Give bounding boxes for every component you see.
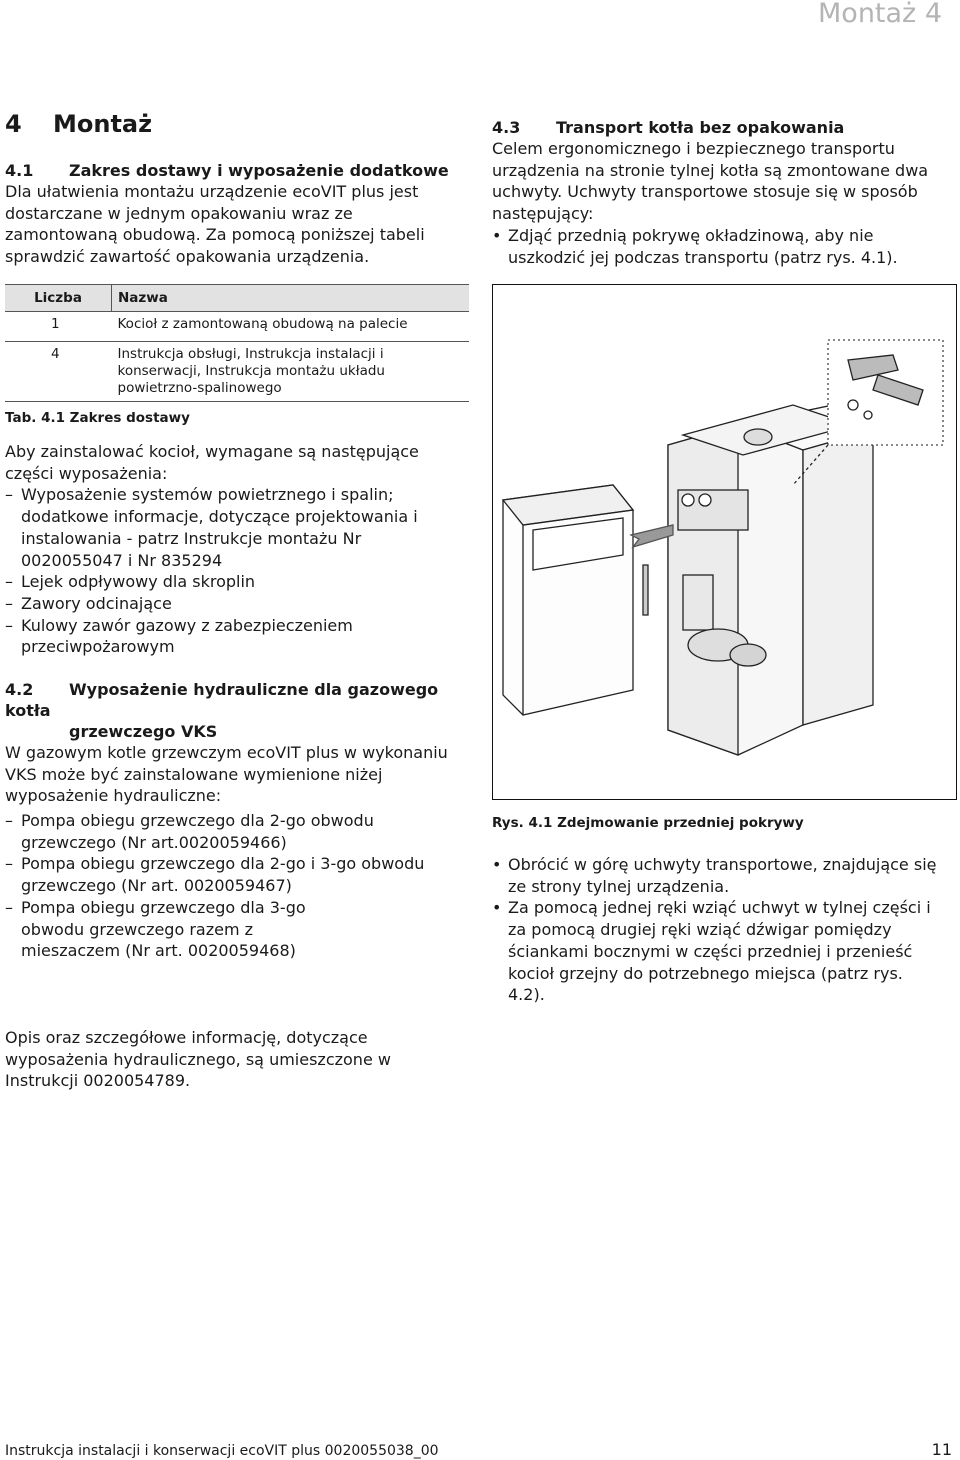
text-line: urządzenia na stronie tylnej kotła są zmontowane dwa xyxy=(492,160,929,180)
text-line: Dla ułatwienia montażu urządzenie ecoVIT plus jest xyxy=(5,182,419,201)
list-item: • Zdjąć przednią pokrywę okładzinową, aby nie uszkodzić jej podczas transportu (patrz rys. 4.1). xyxy=(492,225,952,268)
text-line: Opis oraz szczegółowe informację, dotyczące xyxy=(5,1028,368,1047)
text-line: sprawdzić zawartość opakowania urządzenia. xyxy=(5,247,370,267)
list-item: – Pompa obiegu grzewczego dla 3-go obwodu grzewczego razem z mieszaczem (Nr art. 0020059468) xyxy=(5,897,321,962)
chapter-heading xyxy=(5,110,152,138)
figure-frame xyxy=(492,284,957,800)
text-line: części wyposażenia: xyxy=(5,463,168,483)
table-cell-name: Instrukcja obsługi, Instrukcja instalacji i konserwacji, Instrukcja montażu układu powietrzno-spalinowego xyxy=(112,342,470,402)
section-4-1 xyxy=(5,160,475,268)
chapter-title: Montaż xyxy=(53,110,153,138)
accessories-list xyxy=(5,484,475,658)
boiler-illustration xyxy=(493,285,956,799)
delivery-table xyxy=(5,284,469,402)
table-header-row xyxy=(5,285,469,312)
section-number: 4.2 xyxy=(5,680,34,699)
transport-steps-2 xyxy=(492,854,954,1006)
text-line: wyposażenia hydraulicznego, są umieszczone w xyxy=(5,1049,391,1069)
after-figure-steps xyxy=(492,854,954,1006)
list-item: – Kulowy zawór gazowy z zabezpieczeniem przeciwpożarowym xyxy=(5,615,381,658)
list-item: – Pompa obiegu grzewczego dla 2-go obwodu grzewczego (Nr art.0020059466) xyxy=(5,810,401,853)
hydraulic-list-block xyxy=(5,810,425,962)
text-line: wyposażenie hydrauliczne: xyxy=(5,786,222,806)
section-number: 4.1 xyxy=(5,161,34,180)
section-heading xyxy=(492,117,952,138)
text-line: zamontowaną obudową. Za pomocą poniższej tabeli xyxy=(5,225,425,245)
page-number: 11 xyxy=(931,1440,952,1459)
figure-caption: Rys. 4.1 Zdejmowanie przedniej pokrywy xyxy=(492,815,804,831)
section-title: Transport kotła bez opakowania xyxy=(556,118,845,137)
section-text xyxy=(5,181,475,268)
section-4-3 xyxy=(492,117,952,268)
table-row xyxy=(5,342,469,402)
section-text xyxy=(5,742,475,807)
section-title: Wyposażenie hydrauliczne dla gazowego kotła xyxy=(5,680,439,720)
running-header: Montaż 4 xyxy=(818,0,942,29)
chapter-number: 4 xyxy=(5,110,22,138)
list-item: – Lejek odpływowy dla skroplin xyxy=(5,571,475,593)
table-caption: Tab. 4.1 Zakres dostawy xyxy=(5,410,190,426)
delivery-table-block xyxy=(5,284,469,426)
column-header-qty: Liczba xyxy=(5,285,112,312)
section-number: 4.3 xyxy=(492,118,521,137)
list-item: – Wyposażenie systemów powietrznego i spalin; dodatkowe informacje, dotyczące projektowania i instalowania - patrz Instrukcje montażu Nr 0020055047 i Nr 835294 xyxy=(5,484,436,571)
list-item: • Obrócić w górę uchwyty transportowe, znajdujące się ze strony tylnej urządzenia. xyxy=(492,854,954,897)
text-line: dostarczane w jednym opakowaniu wraz ze xyxy=(5,203,353,223)
closing-text xyxy=(5,1027,475,1092)
transport-steps xyxy=(492,225,952,268)
section-4-2 xyxy=(5,679,475,807)
text-line: Celem ergonomicznego i bezpiecznego transportu xyxy=(492,139,895,158)
table-cell-qty: 1 xyxy=(5,312,112,342)
text-line: Aby zainstalować kocioł, wymagane są następujące xyxy=(5,442,419,461)
accessories-block xyxy=(5,441,475,658)
list-item: – Pompa obiegu grzewczego dla 2-go i 3-go obwodu grzewczego (Nr art. 0020059467) xyxy=(5,853,441,896)
list-item: – Zawory odcinające xyxy=(5,593,475,615)
column-header-name: Nazwa xyxy=(112,285,470,312)
table-row xyxy=(5,312,469,342)
text-line: uchwyty. Uchwyty transportowe stosuje się w sposób xyxy=(492,182,918,202)
section-heading xyxy=(5,160,475,181)
section-title: Zakres dostawy i wyposażenie dodatkowe xyxy=(69,161,449,180)
table-cell-qty: 4 xyxy=(5,342,112,402)
text-line: Instrukcji 0020054789. xyxy=(5,1071,191,1091)
text-line: W gazowym kotle grzewczym ecoVIT plus w wykonaniu xyxy=(5,743,448,762)
section-text xyxy=(492,138,952,225)
hydraulic-list xyxy=(5,810,425,962)
section-heading-cont: grzewczego VKS xyxy=(69,722,218,741)
table-cell-name: Kocioł z zamontowaną obudową na palecie xyxy=(112,312,470,342)
text-line: VKS może być zainstalowane wymienione niżej xyxy=(5,764,383,784)
list-item: • Za pomocą jednej ręki wziąć uchwyt w tylnej części i za pomocą drugiej ręki wziąć dźwigar pomiędzy ściankami bocznymi w części przedniej i przenieść kocioł grzejny do potrzebnego miejsca (patrz rys. 4.2). xyxy=(492,897,938,1006)
footer-doc-title: Instrukcja instalacji i konserwacji ecoVIT plus 0020055038_00 xyxy=(5,1443,439,1459)
text-line: następujący: xyxy=(492,204,594,224)
section-heading xyxy=(5,679,475,721)
